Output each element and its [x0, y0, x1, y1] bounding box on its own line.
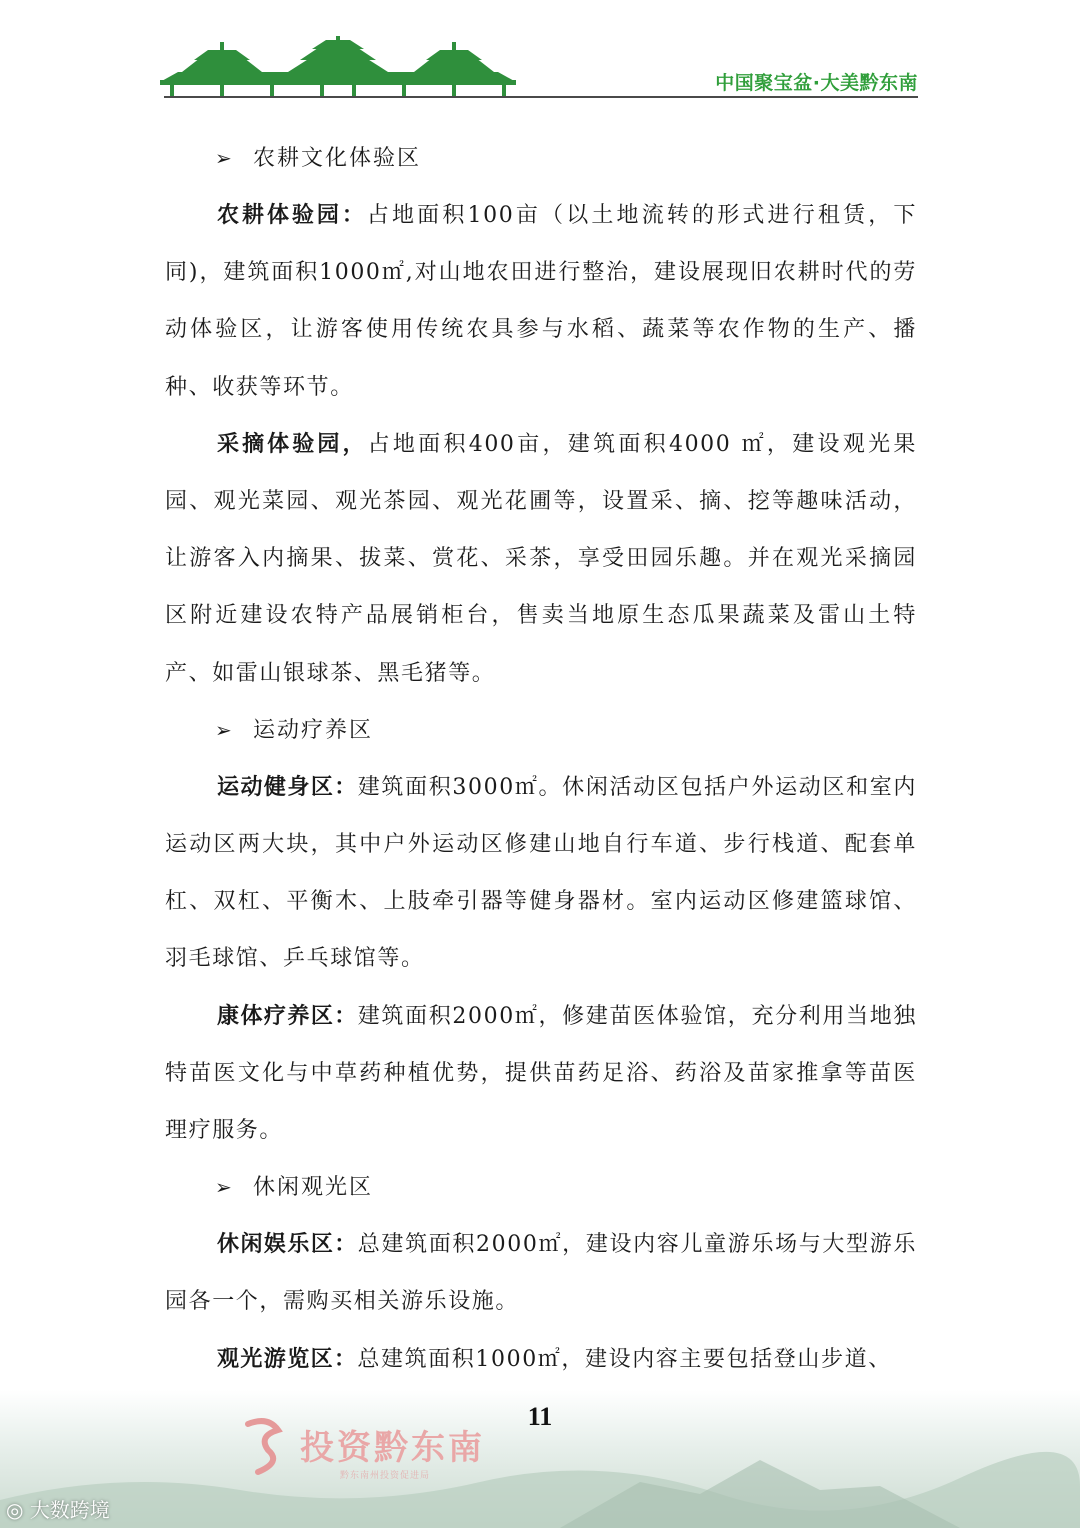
drum-tower-icon	[160, 36, 520, 98]
footer-tagline: 黔东南州投资促进局	[340, 1471, 431, 1481]
page-header	[0, 0, 1080, 110]
document-body	[165, 130, 917, 1388]
arrow-bullet-icon: ➢	[215, 717, 234, 742]
arrow-bullet-icon: ➢	[215, 1175, 234, 1200]
paragraph-label: 农耕体验园：	[217, 202, 367, 228]
paragraph-label: 运动健身区：	[217, 773, 358, 800]
section-heading: ➢ 农耕文化体验区	[165, 130, 917, 187]
header-title: 中国聚宝盆·大美黔东南	[715, 72, 918, 94]
paragraph-text: 总建筑面积2000㎡，建设内容儿童游乐场与大型游乐园各一个，需购买相关游乐设施。	[165, 1232, 917, 1315]
watermark-logo-icon: ◎	[6, 1498, 24, 1522]
paragraph	[165, 988, 917, 1160]
paragraph-label: 休闲娱乐区：	[217, 1231, 358, 1258]
header-divider	[164, 96, 918, 98]
paragraph	[165, 1216, 917, 1330]
paragraph	[165, 187, 917, 416]
watermark-text: 大数跨境	[29, 1498, 110, 1522]
page-number: 11	[527, 1402, 553, 1431]
footer-brand: 投资黔东南	[300, 1428, 485, 1468]
paragraph-text: 占地面积400亩，建筑面积4000 ㎡，建设观光果园、观光菜园、观光茶园、观光花圃等，设置采、摘、挖等趣味活动，让游客入内摘果、拔菜、赏花、采茶，享受田园乐趣。并在观光采摘园区附近建设农特产品展销柜台，售卖当地原生态瓜果蔬菜及雷山土特产、如雷山银球茶、黑毛猪等。	[165, 431, 917, 686]
section-heading: ➢ 运动疗养区	[165, 702, 917, 759]
paragraph-text: 建筑面积3000㎡。休闲活动区包括户外运动区和室内运动区两大块，其中户外运动区修建山地自行车道、步行栈道、配套单杠、双杠、平衡木、上肢牵引器等健身器材。室内运动区修建篮球馆、羽毛球馆、乒乓球馆等。	[165, 774, 917, 972]
paragraph-label: 康体疗养区：	[217, 1002, 358, 1029]
section-heading: ➢ 休闲观光区	[165, 1159, 917, 1216]
paragraph	[165, 416, 917, 702]
paragraph	[165, 759, 917, 988]
watermark	[6, 1494, 110, 1523]
paragraph-text: 建筑面积2000㎡，修建苗医体验馆，充分利用当地独特苗医文化与中草药种植优势，提供苗药足浴、药浴及苗家推拿等苗医理疗服务。	[165, 1003, 917, 1144]
paragraph-text: 占地面积100亩（以土地流转的形式进行租赁，下同)，建筑面积1000㎡,对山地农田进行整治，建设展现旧农耕时代的劳动体验区，让游客使用传统农具参与水稻、蔬菜等农作物的生产、播种、收获等环节。	[165, 203, 918, 400]
paragraph-label: 采摘体验园，	[217, 430, 368, 457]
paragraph-text: 总建筑面积1000㎡，建设内容主要包括登山步道、	[357, 1346, 892, 1372]
paragraph-label: 观光游览区：	[217, 1345, 358, 1372]
paragraph	[165, 1331, 917, 1388]
arrow-bullet-icon: ➢	[215, 146, 234, 170]
